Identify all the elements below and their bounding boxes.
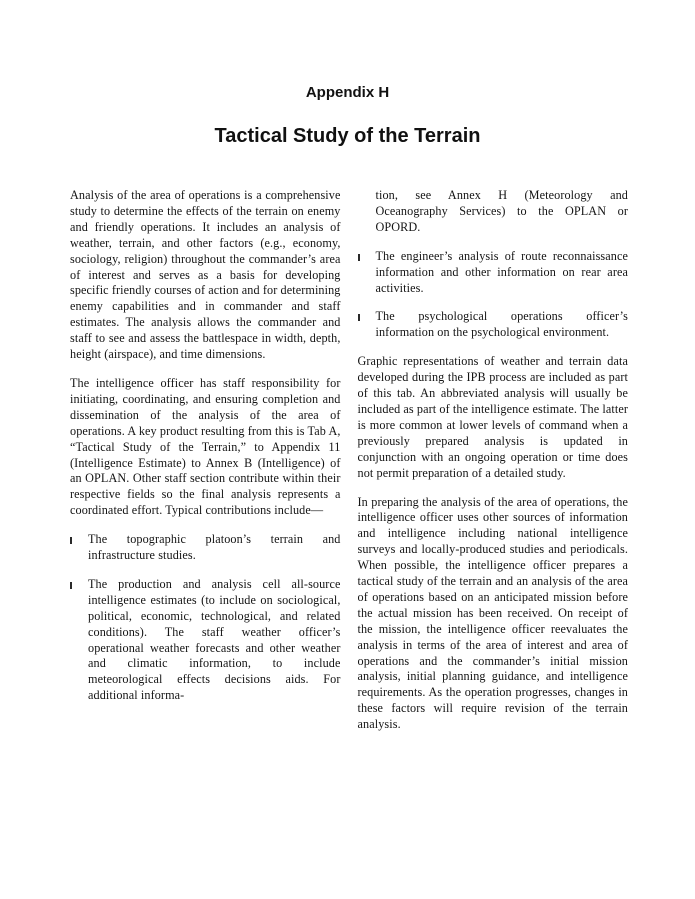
bullet-icon xyxy=(358,314,360,321)
bullet-icon xyxy=(70,537,72,544)
two-column-body xyxy=(0,148,695,733)
list-item xyxy=(70,577,341,704)
list-item-text: The engineer’s analysis of route reconnaissance information and other information on rear area activities. xyxy=(375,248,628,295)
page-title: Tactical Study of the Terrain xyxy=(214,125,481,147)
list-item-text: The topographic platoon’s terrain and infrastructure studies. xyxy=(88,532,341,563)
bullet-icon xyxy=(358,254,360,261)
paragraph-graphic-representations: Graphic representations of weather and terrain data developed during the IPB process are included as part of this tab. An abbreviated analysis will usually be included as part of the intelligence estimate. The latter is more common at lower levels of command when a previously prepared analysis is updated in conjunction with an ongoing operation or time does not permit preparation of a detailed study. xyxy=(357,354,628,480)
bullet-icon xyxy=(70,582,72,589)
right-column xyxy=(358,188,629,733)
list-item-continuation: tion, see Annex H (Meteorology and Oceanography Services) to the OPLAN or OPORD. xyxy=(375,188,628,234)
left-column xyxy=(70,188,341,733)
paragraph-preparing-analysis: In preparing the analysis of the area of operations, the intelligence officer uses other sources of information and intelligence including national intelligence surveys and locally-produced studies and periodicals. When possible, the intelligence officer prepares a tactical study of the terrain and an analysis of the area of operations based on an anticipated mission before the actual mission has been received. On receipt of the mission, the intelligence officer reevaluates the analysis in terms of the area of interest and area of operations and the commander’s initial mission analysis, initial planning guidance, and intelligence requirements. As the operation progresses, changes in these factors will require revision of the terrain analysis. xyxy=(357,494,628,732)
list-item xyxy=(358,309,629,341)
document-header xyxy=(0,0,695,148)
list-item xyxy=(358,249,629,297)
paragraph-analysis-overview: Analysis of the area of operations is a comprehensive study to determine the effects of the terrain on enemy and friendly operations. It includes an analysis of weather, terrain, and other factors (e.g., economy, sociology, religion) throughout the commander’s area of interest and serves as a basis for developing specific friendly courses of action and for determining enemy capabilities and in commander and staff estimates. The analysis allows the commander and staff to see and assess the battlespace in width, depth, height (airspace), and time dimensions. xyxy=(70,188,341,362)
appendix-label: Appendix H xyxy=(305,84,390,101)
list-item xyxy=(70,532,341,564)
list-item-text: The psychological operations officer’s information on the psychological environment. xyxy=(375,309,628,340)
paragraph-intelligence-officer: The intelligence officer has staff responsibility for initiating, coordinating, and ensuring completion and dissemination of the analysis of the area of operations. A key product resulting from this is Tab A, “Tactical Study of the Terrain,” to Appendix 11 (Intelligence Estimate) to Annex B (Intelligence) of an OPLAN. Other staff section contribute within their respective fields so the final analysis represents a coordinated effort. Typical contributions include— xyxy=(70,375,341,518)
list-item-text: The production and analysis cell all-source intelligence estimates (to include on sociological, political, economic, technological, and related conditions). The staff weather officer’s operational weather forecasts and other weather and climatic information, to include meteorological effects decisions aids. For additional informa- xyxy=(88,576,341,703)
